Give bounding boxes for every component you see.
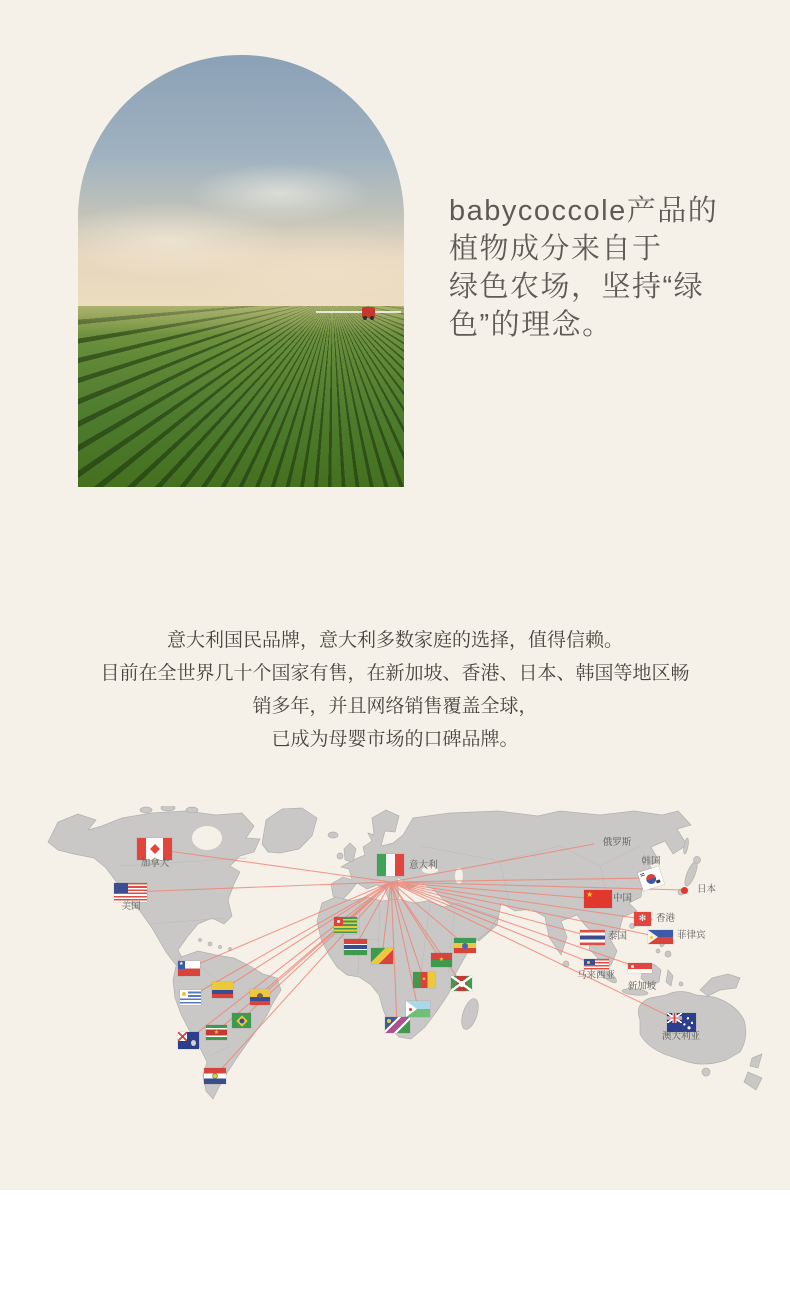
- flag-cameroon: [413, 972, 435, 988]
- tractor: [362, 307, 375, 318]
- flag-australia: [667, 1013, 696, 1032]
- map-label-philippines: 菲律宾: [677, 930, 706, 941]
- world-distribution-map: [0, 806, 790, 1116]
- map-label-hongkong: 香港: [656, 913, 676, 924]
- flag-philippines: [648, 930, 673, 944]
- map-label-russia: 俄罗斯: [602, 837, 632, 848]
- flag-congo: [371, 948, 393, 964]
- flag-djibouti: [406, 1001, 430, 1017]
- flag-brazil: [232, 1013, 251, 1028]
- intro-line: 已成为母婴市场的口碑品牌。: [271, 729, 519, 750]
- flag-ecuador: [250, 989, 270, 1005]
- world-map: [0, 806, 790, 1116]
- flag-togo: [334, 917, 357, 934]
- map-label-thailand: 泰国: [608, 931, 628, 942]
- flag-canada: [137, 838, 172, 860]
- heading-line: 色”的理念。: [449, 309, 613, 341]
- map-label-australia: 澳大利亚: [661, 1031, 701, 1042]
- flag-burkina-faso: [431, 953, 452, 967]
- flag-usa: [114, 883, 147, 902]
- flag-italy: [377, 854, 404, 876]
- flag-suriname: [206, 1025, 227, 1040]
- flag-japan: [681, 887, 688, 894]
- map-label-malaysia: 马来西亚: [576, 970, 616, 981]
- intro-line: 销多年，并且网络销售覆盖全球，: [252, 696, 538, 717]
- farm-field-photo: [78, 55, 404, 487]
- sky-image-area: [78, 55, 404, 306]
- brand-intro-paragraph: [0, 624, 790, 756]
- map-label-china: 中国: [613, 893, 633, 904]
- flag-falkland-islands: [178, 1032, 199, 1049]
- flag-singapore: [628, 963, 652, 973]
- flag-china: [584, 890, 612, 908]
- intro-line: 意大利国民品牌，意大利多数家庭的选择，值得信赖。: [166, 630, 623, 651]
- flag-thailand: [580, 930, 605, 945]
- flag-colombia: [212, 982, 233, 998]
- flag-namibia: [385, 1017, 410, 1033]
- flag-paraguay: [204, 1068, 226, 1084]
- map-label-canada: 加拿大: [140, 858, 170, 869]
- crop-rows-image-area: [78, 306, 404, 487]
- flag-chile: [178, 961, 200, 976]
- sprayer-boom: [316, 311, 401, 313]
- map-label-usa: 美国: [121, 901, 141, 912]
- heading-line: 绿色农场，坚持“绿: [449, 271, 705, 303]
- heading-line: 植物成分来自于: [449, 233, 663, 265]
- map-label-korea: 韩国: [641, 856, 661, 867]
- flag-uruguay: [180, 990, 201, 1005]
- map-label-singapore: 新加坡: [627, 981, 657, 992]
- brand-heading: [449, 192, 761, 344]
- flag-hong-kong: [634, 912, 651, 926]
- flag-gambia: [344, 939, 367, 955]
- map-label-italy: 意大利: [409, 860, 438, 871]
- flag-ethiopia: [454, 938, 476, 953]
- heading-line: babycoccole产品的: [449, 195, 719, 227]
- map-label-japan: 日本: [697, 884, 717, 895]
- intro-line: 目前在全世界几十个国家有售，在新加坡、香港、日本、韩国等地区畅: [100, 663, 690, 684]
- flag-burundi: [451, 976, 472, 991]
